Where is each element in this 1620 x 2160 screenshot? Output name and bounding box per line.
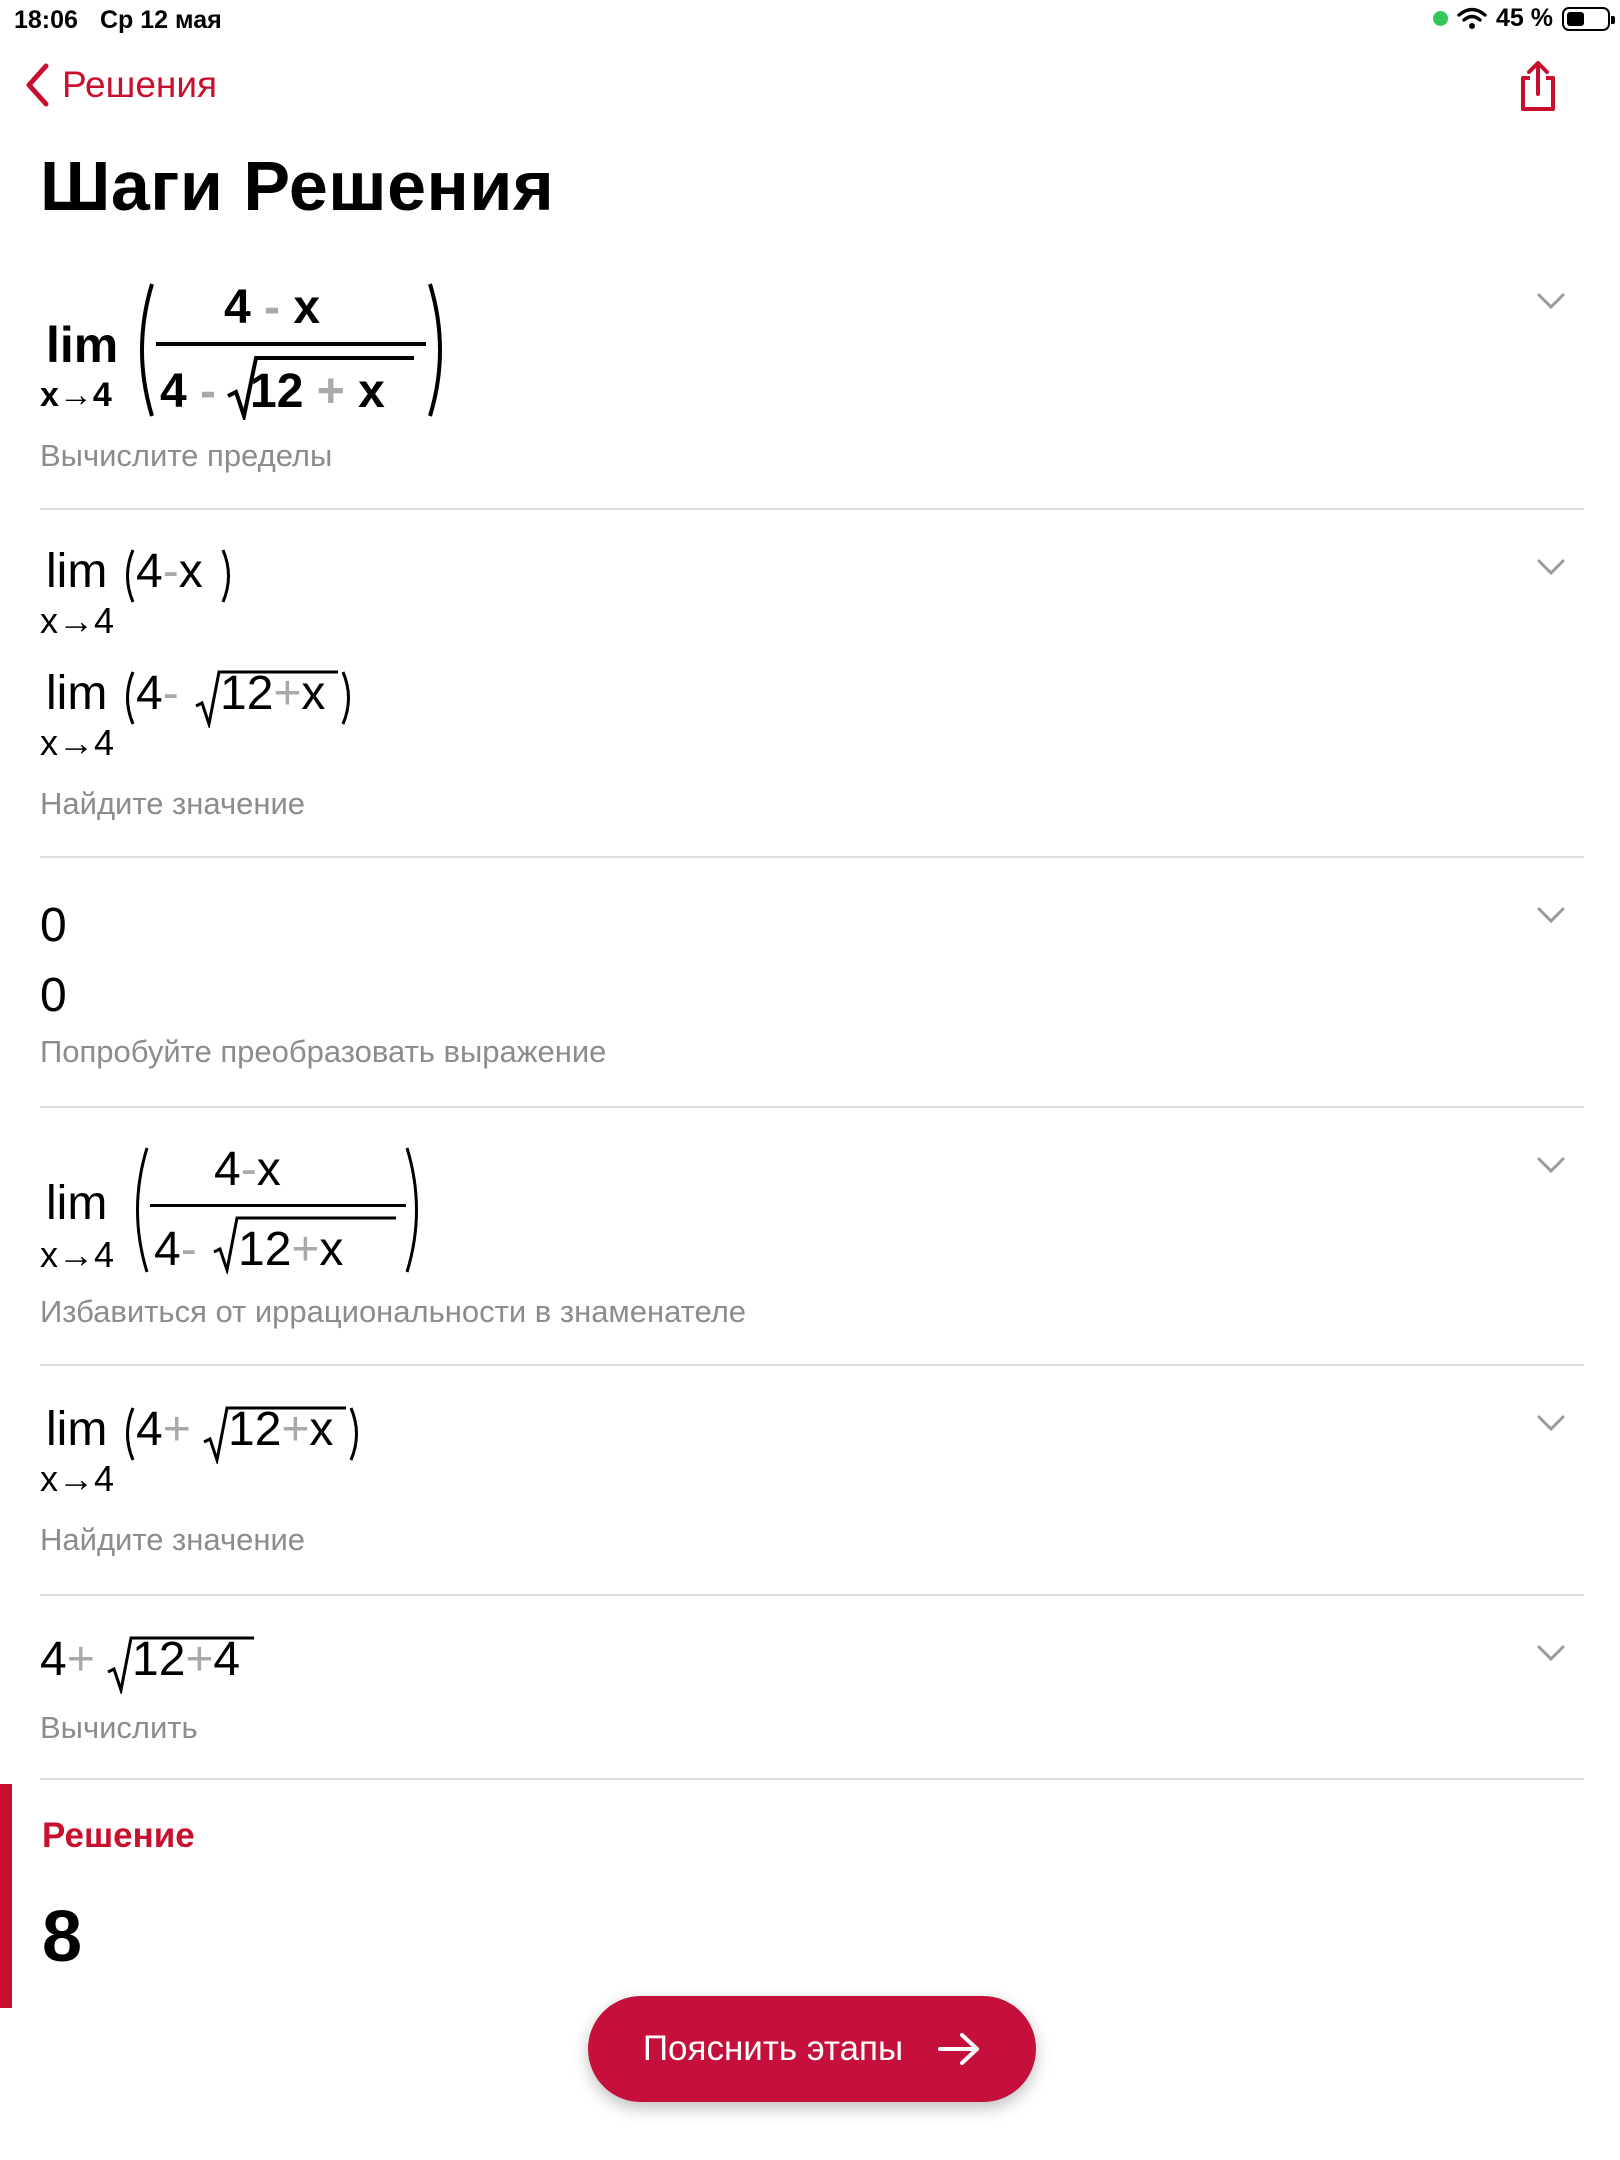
step-4[interactable]: lim x→4 4-x 4- 12+x Избавиться от иррациональности в знаменателе	[40, 1108, 1584, 1366]
page-title: Шаги Решения	[40, 147, 555, 225]
chevron-down-icon[interactable]	[1536, 1156, 1566, 1174]
right-paren	[402, 1144, 430, 1276]
step-3[interactable]	[40, 858, 1584, 1108]
left-paren	[120, 670, 136, 726]
share-icon	[1518, 60, 1558, 112]
camera-indicator-icon	[1433, 11, 1448, 26]
battery-percent: 45 %	[1496, 4, 1553, 32]
step-3-numerator: 0	[40, 899, 67, 952]
denominator: 4-	[154, 1223, 197, 1276]
share-button[interactable]	[1518, 60, 1558, 117]
status-bar	[0, 0, 1620, 40]
back-label: Решения	[62, 64, 218, 105]
left-paren	[120, 548, 136, 604]
arrow-right-icon	[937, 2031, 981, 2067]
denominator: 4 -	[160, 365, 217, 418]
step-5[interactable]: lim 4+ 12+x x→4 Найдите значение	[40, 1366, 1584, 1596]
limit-subscript: x→4	[40, 376, 112, 414]
battery-icon	[1562, 7, 1610, 31]
numerator: 4-x	[214, 1143, 281, 1196]
solution-value: 8	[42, 1897, 83, 1977]
left-paren	[120, 1406, 136, 1462]
step-2[interactable]: lim 4-x x→4 lim 4- 12+x x→4 Найдите значение	[40, 510, 1584, 858]
right-paren	[340, 670, 356, 726]
right-paren	[348, 1406, 364, 1462]
status-date: Ср 12 мая	[100, 6, 222, 34]
status-right	[1433, 4, 1610, 33]
fraction-bar	[150, 1204, 406, 1207]
step-2-caption: Найдите значение	[40, 786, 306, 821]
back-button[interactable]	[24, 62, 217, 108]
explain-steps-button[interactable]	[588, 1996, 1036, 2102]
step-5-caption: Найдите значение	[40, 1522, 306, 1557]
fraction-bar	[156, 342, 426, 346]
chevron-down-icon[interactable]	[1536, 1644, 1566, 1662]
chevron-down-icon[interactable]	[1536, 906, 1566, 924]
solution-label: Решение	[42, 1816, 195, 1855]
wifi-icon	[1457, 7, 1487, 31]
chevron-down-icon[interactable]	[1536, 1414, 1566, 1432]
chevron-down-icon[interactable]	[1536, 292, 1566, 310]
step-3-caption: Попробуйте преобразовать выражение	[40, 1034, 607, 1069]
chevron-down-icon[interactable]	[1536, 558, 1566, 576]
step-6[interactable]: 4+ 12+4 Вычислить	[40, 1596, 1584, 1780]
step-3-denominator: 0	[40, 969, 67, 1022]
step-4-caption: Избавиться от иррациональности в знаменателе	[40, 1294, 747, 1329]
numerator: 4 - x	[224, 281, 321, 334]
solution-accent-bar	[0, 1784, 12, 2008]
step-1-caption: Вычислите пределы	[40, 438, 333, 473]
right-paren	[424, 280, 454, 420]
chevron-left-icon	[24, 62, 50, 108]
step-6-caption: Вычислить	[40, 1710, 198, 1745]
left-paren	[128, 280, 158, 420]
step-1[interactable]	[40, 270, 1584, 510]
limit-word: lim	[46, 317, 119, 373]
right-paren	[220, 548, 236, 604]
radicand: 12 + x	[250, 365, 385, 418]
left-paren	[124, 1144, 152, 1276]
status-time: 18:06	[14, 6, 78, 34]
explain-steps-label: Пояснить этапы	[642, 2029, 904, 2068]
radicand: 12+x	[238, 1223, 344, 1276]
